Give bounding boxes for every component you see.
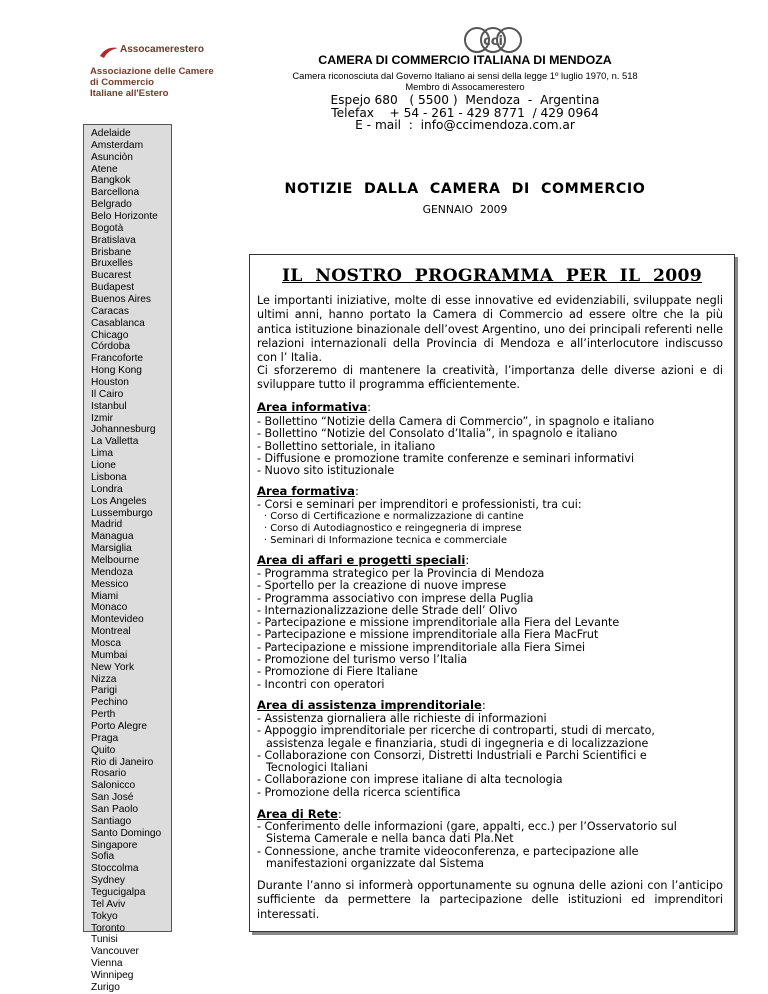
city-item: Sofia <box>91 851 115 863</box>
city-item: Parigi <box>91 685 118 697</box>
city-item: Londra <box>91 483 123 495</box>
section-heading: Area di assistenza imprenditoriale: <box>257 698 486 712</box>
newsletter-title: NOTIZIE DALLA CAMERA DI COMMERCIO <box>284 181 646 197</box>
city-item: Bratislava <box>91 234 136 246</box>
city-item: Hong Kong <box>91 365 142 377</box>
city-item: Salonicco <box>91 780 136 792</box>
city-item: Nizza <box>91 673 117 685</box>
city-item: San Paolo <box>91 803 139 815</box>
list-item: - Sportello per la creazione di nuove imprese <box>257 579 507 593</box>
city-item: Singapore <box>91 839 138 851</box>
section-list <box>257 568 727 691</box>
section-list <box>257 416 727 477</box>
city-item: Sydney <box>91 875 125 887</box>
city-item: Rosario <box>91 768 127 780</box>
list-item: - Promozione della ricerca scientifica <box>257 785 461 799</box>
intro-paragraph: Le importanti iniziative, molte di esse innovative ed evidenziabili, sviluppate negli ultimi anni, hanno portato la Camera di Commercio ad essere oltre che la più antica istituzione binazionale dell’ovest Argentino, uno dei principali referenti nelle relazioni internazionali della Provincia di Mendoza e all’interlocutore indiscusso con l’ Italia. <box>257 294 723 365</box>
city-item: Mumbai <box>91 649 128 661</box>
city-item: Winnipeg <box>91 970 134 982</box>
city-item: New York <box>91 661 135 673</box>
city-item: Il Cairo <box>91 388 124 400</box>
city-item: Córdoba <box>91 341 131 353</box>
city-item: Madrid <box>91 519 123 531</box>
list-item: - Partecipazione e missione imprenditoriale alla Fiera del Levante <box>257 616 620 630</box>
logo-subtitle <box>90 66 220 99</box>
list-item: - Programma strategico per la Provincia di Mendoza <box>257 567 545 580</box>
section-heading: Area informativa: <box>257 400 372 414</box>
city-item: La Valletta <box>91 436 139 448</box>
city-item: Belgrado <box>91 199 132 211</box>
city-item: Melbourne <box>91 554 140 566</box>
city-list <box>83 124 172 993</box>
list-item: - Bollettino settoriale, in italiano <box>257 439 436 453</box>
city-item: Bangkok <box>91 175 131 187</box>
city-item: Atene <box>91 163 118 175</box>
chamber-recognition: Camera riconosciuta dal Governo Italiano ai sensi della legge 1º luglio 1970, n. 518 <box>292 70 638 81</box>
list-item: - Corsi e seminari per imprenditori e professionisti, tra cui: <box>257 498 582 511</box>
city-item: Vancouver <box>91 946 139 958</box>
chamber-name: CAMERA DI COMMERCIO ITALIANA DI MENDOZA <box>318 53 612 67</box>
city-item: Asunciòn <box>91 151 133 163</box>
chamber-telefax: Telefax + 54 - 261 - 429 8771 / 429 0964 <box>331 106 599 120</box>
city-item: Adelaide <box>91 128 131 139</box>
city-item: Chicago <box>91 329 129 341</box>
city-item: Buenos Aires <box>91 294 152 306</box>
list-item: - Bollettino “Notizie del Consolato d’Italia”, in spagnolo e italiano <box>257 427 618 441</box>
city-item: Montreal <box>91 626 131 638</box>
program-title: IL NOSTRO PROGRAMMA PER IL 2009 <box>281 266 703 286</box>
list-item-continuation: assistenza legale e finanziaria, studi di ingegneria e di localizzazione <box>266 736 649 750</box>
city-item: Tunisi <box>91 934 118 946</box>
city-item: Pechino <box>91 697 128 709</box>
city-item: Tegucigalpa <box>91 887 146 898</box>
city-item: Lussemburgo <box>91 507 153 519</box>
swoosh-icon <box>98 44 120 60</box>
newsletter-date: GENNAIO 2009 <box>422 203 508 216</box>
list-item: - Nuovo sito istituzionale <box>257 464 395 478</box>
chamber-address: Espejo 680 ( 5500 ) Mendoza - Argentina <box>330 93 600 107</box>
city-item: Mosca <box>91 637 122 649</box>
section-heading: Area di affari e progetti speciali: <box>257 553 470 567</box>
city-item: Miami <box>91 590 119 602</box>
logo-line: di Commercio <box>90 77 154 88</box>
list-item-continuation: Sistema Camerale e nella banca dati Pla.Net <box>266 832 514 846</box>
city-item: Houston <box>91 377 129 389</box>
city-item: Istanbul <box>91 400 127 412</box>
city-item: Lione <box>91 460 116 472</box>
city-item: Casablanca <box>91 317 145 329</box>
city-item: Francoforte <box>91 353 144 365</box>
city-item: Stoccolma <box>91 863 139 875</box>
sub-list-item: · Seminari di Informazione tecnica e commerciale <box>264 535 508 547</box>
city-item: Marsiglia <box>91 543 132 555</box>
section-heading: Area formativa: <box>257 484 359 498</box>
cci-logo-icon <box>463 26 523 54</box>
list-item: - Programma associativo con imprese della Puglia <box>257 591 534 605</box>
city-item: Bucarest <box>91 270 132 282</box>
city-item: Santiago <box>91 815 132 827</box>
list-item: - Bollettino “Notizie della Camera di Commercio”, in spagnolo e italiano <box>257 415 655 428</box>
city-item: Brisbane <box>91 246 132 258</box>
list-item: - Collaborazione con Consorzi, Distretti Industriali e Parchi Scientifici e <box>257 748 647 762</box>
list-item: - Diffusione e promozione tramite conferenze e seminari informativi <box>257 451 635 465</box>
city-item: Tokyo <box>91 910 118 922</box>
city-item: Toronto <box>91 922 125 934</box>
list-item-continuation: manifestazioni organizzate dal Sistema <box>266 856 485 870</box>
list-item: - Partecipazione e missione imprenditoriale alla Fiera Simei <box>257 640 586 654</box>
city-item: Barcellona <box>91 187 140 199</box>
section-list <box>257 713 727 799</box>
sub-list-item: · Corso di Autodiagnostico e reingegneria di imprese <box>264 523 522 535</box>
city-item: Bruxelles <box>91 258 133 270</box>
city-item: Porto Alegre <box>91 720 148 732</box>
city-item: Montevideo <box>91 614 144 626</box>
list-item-continuation: Tecnologici Italiani <box>266 761 368 775</box>
city-item: Perth <box>91 709 116 721</box>
city-item: Lisbona <box>91 471 127 483</box>
city-item: Rio di Janeiro <box>91 756 154 768</box>
list-item: - Assistenza giornaliera alle richieste di informazioni <box>257 712 547 725</box>
city-item: Bogotà <box>91 222 124 234</box>
city-item: San José <box>91 792 134 804</box>
list-item: - Incontri con operatori <box>257 677 385 691</box>
list-item: - Collaborazione con imprese italiane di alta tecnologia <box>257 773 563 787</box>
list-item: - Partecipazione e missione imprenditoriale alla Fiera MacFrut <box>257 628 599 642</box>
city-item: Praga <box>91 732 119 744</box>
sub-list <box>264 511 524 548</box>
list-item: - Conferimento delle informazioni (gare, appalti, ecc.) per l’Osservatorio sul <box>257 820 677 833</box>
list-item: - Promozione del turismo verso l’Italia <box>257 653 468 667</box>
svg-text:cci: cci <box>483 34 503 49</box>
section-list <box>257 821 727 870</box>
logo-line: Italiane all'Estero <box>90 88 169 99</box>
chamber-membership: Membro di Assocamerestero <box>405 81 525 92</box>
city-item: Quito <box>91 744 116 756</box>
intro-paragraph-2: Ci sforzeremo di mantenere la creatività, l’importanza delle diverse azioni e di sviluppare tutto il programma efficientemente. <box>257 364 723 392</box>
city-item: Messico <box>91 578 129 590</box>
section-heading: Area di Rete: <box>257 807 342 821</box>
logo-brand: Assocamerestero <box>120 44 204 55</box>
city-item: Tel Aviv <box>91 898 126 910</box>
logo-line: Associazione delle Camere <box>90 66 214 77</box>
city-item: Vienna <box>91 958 123 970</box>
city-item: Amsterdam <box>91 139 144 151</box>
sub-list-item: · Corso di Certificazione e normalizzazione di cantine <box>264 511 524 522</box>
closing-paragraph: Durante l’anno si informerà opportunamente su ognuna delle azioni con l’anticipo sufficiente da permettere la partecipazione delle istituzioni ed imprenditori interessati. <box>257 879 723 921</box>
city-item: Mendoza <box>91 566 133 578</box>
city-item: Santo Domingo <box>91 827 162 839</box>
city-item: Budapest <box>91 282 135 294</box>
list-item: - Appoggio imprenditoriale per ricerche di controparti, studi di mercato, <box>257 724 655 738</box>
city-item: Los Angeles <box>91 495 147 507</box>
list-item: - Promozione di Fiere Italiane <box>257 665 418 679</box>
city-item: Johannesburg <box>91 424 156 436</box>
assocamerestero-logo <box>90 44 218 114</box>
chamber-email[interactable]: E - mail : info@ccimendoza.com.ar <box>355 118 575 132</box>
list-item: - Internazionalizzazione delle Strade dell’ Olivo <box>257 603 518 617</box>
city-item: Caracas <box>91 305 129 317</box>
city-item: Managua <box>91 531 134 543</box>
city-item: Izmir <box>91 412 114 424</box>
city-item: Zurigo <box>91 981 120 993</box>
city-item: Belo Horizonte <box>91 211 158 223</box>
section-list <box>257 499 727 511</box>
city-item: Lima <box>91 448 114 460</box>
city-item: Monaco <box>91 602 128 614</box>
list-item: - Connessione, anche tramite videoconferenza, e partecipazione alle <box>257 844 639 858</box>
